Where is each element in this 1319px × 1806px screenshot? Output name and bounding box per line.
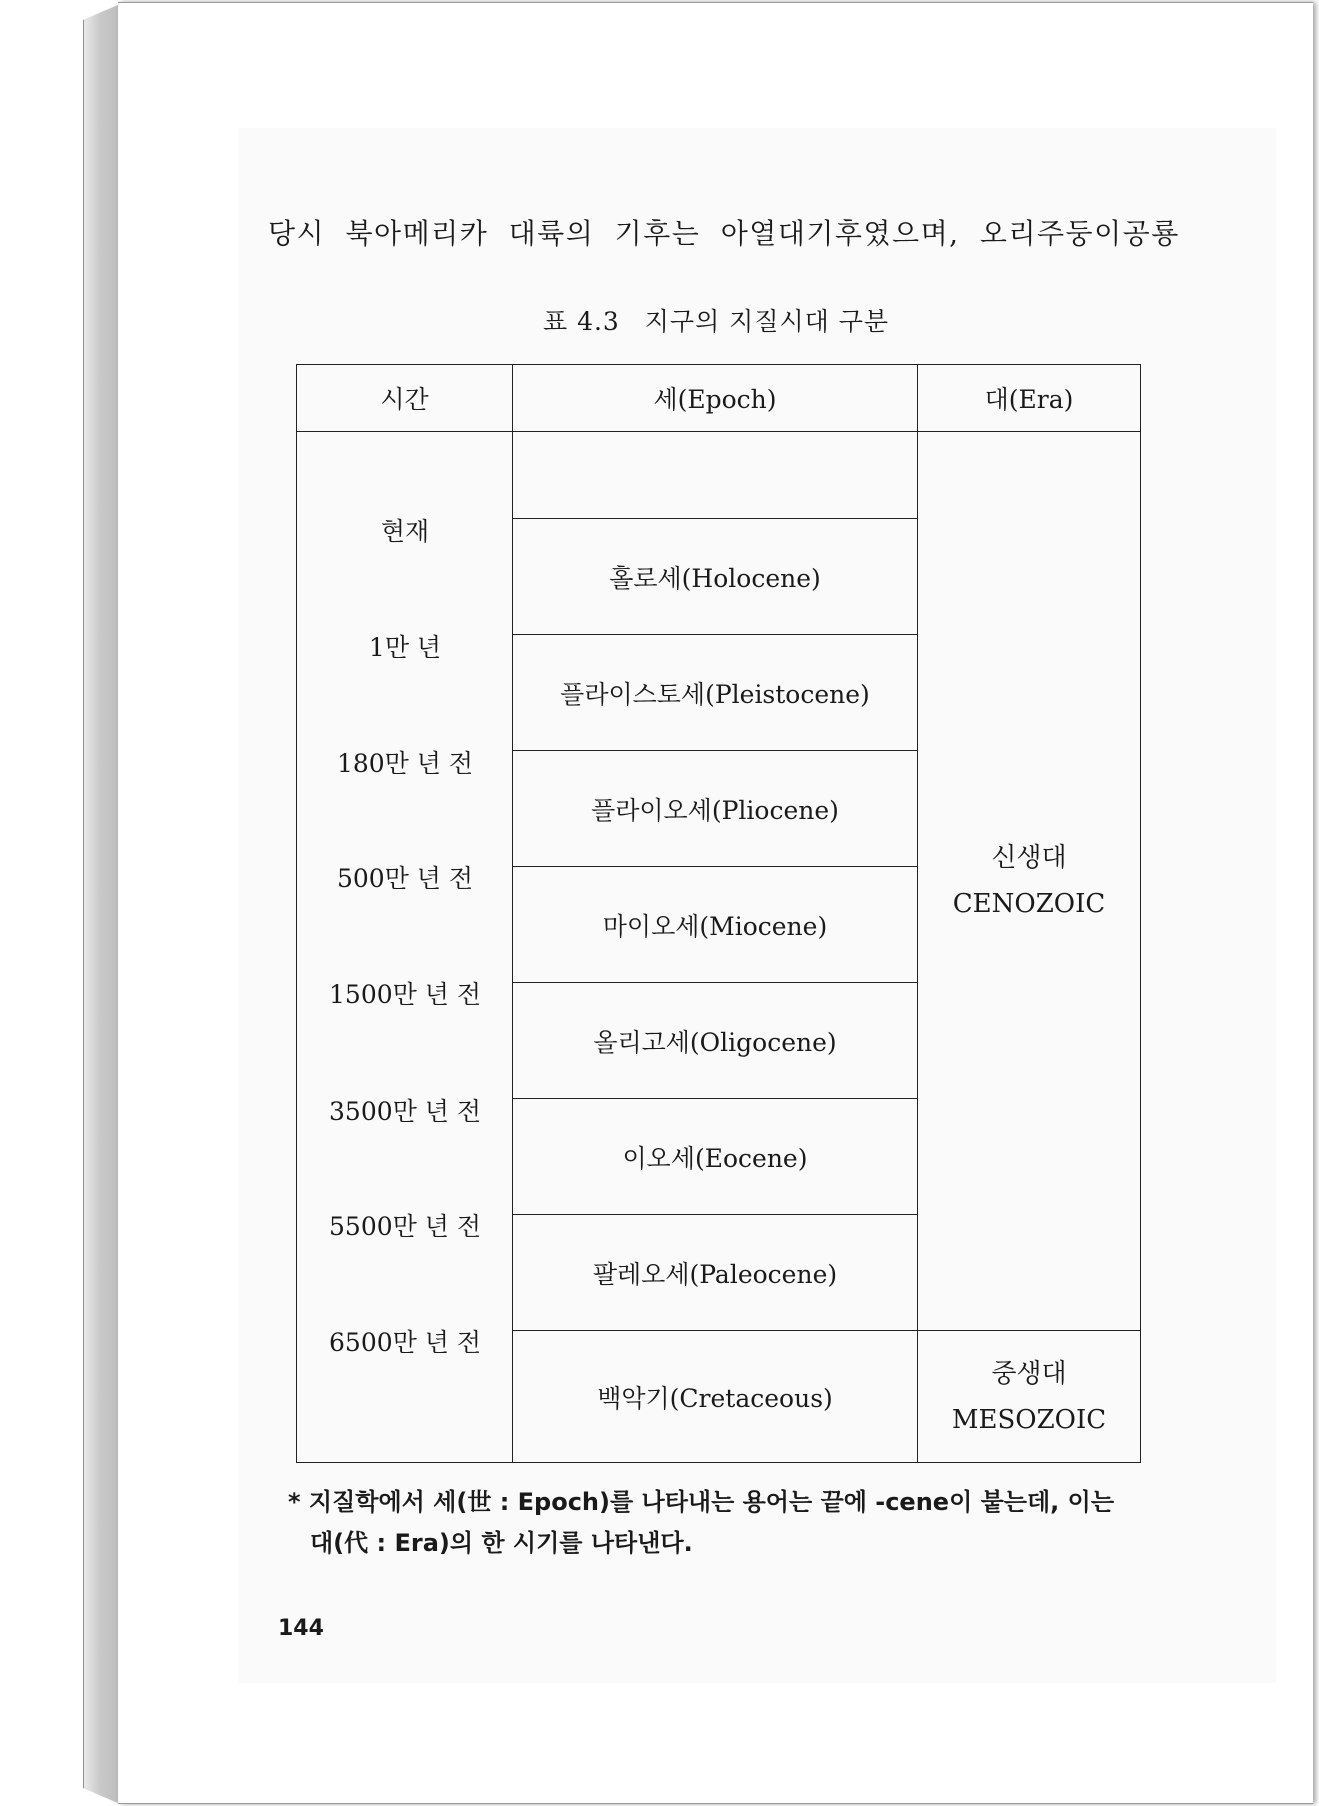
header-time: 시간 [297, 365, 513, 432]
table-footnote [288, 1482, 1188, 1564]
page-number: 144 [278, 1616, 324, 1641]
epoch-pliocene: 플라이오세(Pliocene) [513, 751, 918, 867]
time-mark-15m: 1500만 년 전 [329, 980, 481, 1009]
era-mesozoic-en: MESOZOIC [951, 1404, 1107, 1435]
header-era: 대(Era) [918, 365, 1141, 432]
era-mesozoic-ko: 중생대 [991, 1358, 1067, 1389]
epoch-cell-empty [513, 432, 918, 519]
era-cenozoic-en: CENOZOIC [952, 889, 1106, 919]
time-mark-1.8m: 180만 년 전 [336, 749, 474, 778]
time-mark-10k: 1만 년 [368, 633, 442, 662]
time-mark-55m: 5500만 년 전 [329, 1212, 481, 1241]
table-caption-number: 표 4.3 [542, 307, 620, 336]
epoch-miocene: 마이오세(Miocene) [513, 867, 918, 983]
epoch-pleistocene: 플라이스토세(Pleistocene) [513, 635, 918, 751]
table-caption [296, 302, 1136, 338]
table-row [297, 432, 1141, 519]
era-cell-mesozoic [918, 1331, 1141, 1463]
epoch-eocene: 이오세(Eocene) [513, 1099, 918, 1215]
footnote-line-2: 대(代 : Era)의 한 시기를 나타낸다. [310, 1529, 693, 1557]
geologic-time-table [296, 364, 1141, 1463]
epoch-cretaceous: 백악기(Cretaceous) [513, 1331, 918, 1463]
time-mark-5m: 500만 년 전 [336, 864, 474, 893]
epoch-paleocene: 팔레오세(Paleocene) [513, 1215, 918, 1331]
body-text: 당시 북아메리카 대륙의 기후는 아열대기후였으며, 오리주둥이공룡 [268, 217, 1180, 250]
book-spine [83, 4, 120, 1804]
time-mark-65m: 6500만 년 전 [329, 1328, 481, 1357]
era-cenozoic-ko: 신생대 [991, 843, 1067, 873]
era-cell-cenozoic [918, 432, 1141, 1331]
table-header-row [297, 365, 1141, 432]
time-column [297, 432, 513, 1463]
footnote-line-1: * 지질학에서 세(世 : Epoch)를 나타내는 용어는 끝에 -cene이 붙는데, 이는 [288, 1488, 1115, 1516]
epoch-oligocene: 올리고세(Oligocene) [513, 983, 918, 1099]
table-caption-title: 지구의 지질시대 구분 [644, 307, 890, 336]
time-mark-35m: 3500만 년 전 [329, 1097, 481, 1126]
header-epoch: 세(Epoch) [513, 365, 918, 432]
time-mark-present: 현재 [380, 517, 430, 546]
epoch-holocene: 홀로세(Holocene) [513, 519, 918, 635]
